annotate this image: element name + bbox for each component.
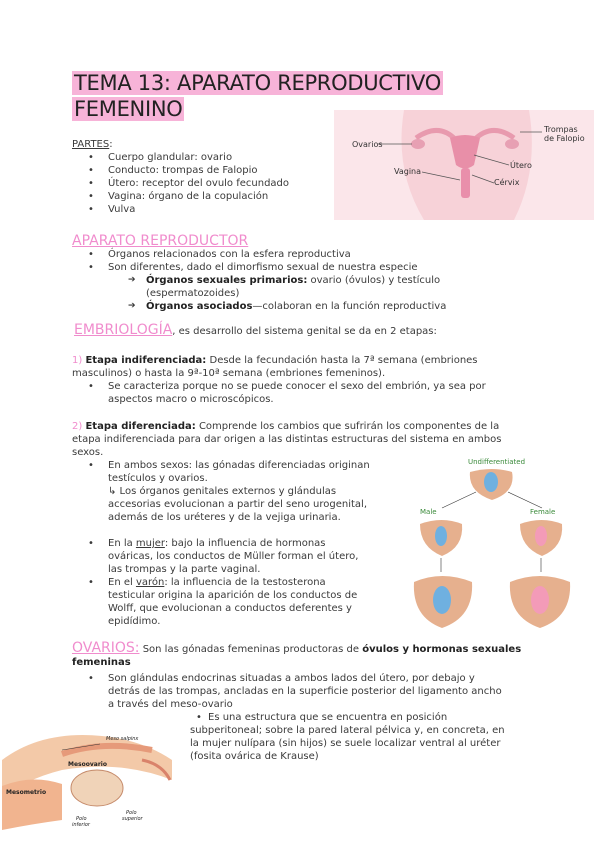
etapa-indiferenciada: 1) Etapa indiferenciada: Desde la fecundación hasta la 7ª semana (embriones masculinos) o hasta la 9ª-10ª semana (embriones femeninos). • Se caracteriza porque no se puede conocer el sexo del embrión, ya sea por aspectos macro o microscópicos.	[72, 354, 542, 406]
label-cervix: Cérvix	[494, 178, 520, 187]
label-utero: Útero	[510, 161, 532, 170]
embriologia-heading: EMBRIOLOGÍA, es desarrollo del sistema genital se da en 2 etapas:	[74, 322, 437, 338]
ovarios-item: • Son glándulas endocrinas situadas a ambos lados del útero, por debajo y detrás de las trompas, ancladas en la superficie posterior del ligamento ancho a través del meso-ovario	[86, 672, 536, 711]
etapa-diferenciada: 2) Etapa diferenciada: Comprende los cambios que sufrirán los componentes de la etapa indiferenciada para dar origen a las distintas estructuras del sistema en ambos sexos.	[72, 421, 502, 458]
title-line-2: FEMENINO	[74, 97, 183, 121]
ovarios-list	[86, 672, 536, 711]
ovary-illustration	[2, 720, 180, 844]
label-polo-superior-1: Polo	[126, 810, 137, 816]
partes-item: • Conducto: trompas de Falopio	[86, 164, 332, 177]
label-mesoovario: Mesoovario	[68, 761, 107, 768]
varon-item: • En el varón: la influencia de la testosterona testicular origina la aparición de los conductos de Wolff, que evolucionan a conductos deferentes y epidídimo.	[86, 576, 396, 628]
label-mesosal: Meso salpinx	[106, 736, 139, 742]
partes-heading: PARTES	[72, 139, 110, 150]
diferenciada-list	[86, 459, 396, 628]
partes-item: • Vulva	[86, 203, 332, 216]
label-polo-superior-2: superior	[122, 816, 143, 822]
ambos-sexos-item: • En ambos sexos: las gónadas diferenciadas originan testículos y ovarios. ↳ Los órganos genitales externos y glándulas accesorias evolucionan a partir del seno urogenital, además de los uréteres y de la vejiga urinaria.	[86, 459, 396, 524]
aparato-item: • Órganos relacionados con la esfera reproductiva	[86, 248, 526, 261]
title-line-1: TEMA 13: APARATO REPRODUCTIVO	[74, 71, 441, 95]
ovarios-subitem: • Es una estructura que se encuentra en posición subperitoneal; sobre la pared lateral pélvica y, en concreta, en la mujer nulípara (sin hijos) se suele localizar ventral al uréter (fosita ovárica de Krause)	[190, 712, 505, 762]
aparato-item: • Son diferentes, dado el dimorfismo sexual de nuestra especie	[86, 261, 526, 274]
label-mesometrio: Mesometrio	[6, 789, 47, 796]
label-female: Female	[530, 508, 556, 516]
label-polo-inferior-2: inferior	[72, 822, 90, 828]
diagram-title: Undifferentiated	[468, 458, 526, 466]
aparato-subitem: ➔ Órganos sexuales primarios: ovario (óvulos) y testículo (espermatozoides)	[128, 274, 526, 300]
uterus-illustration	[334, 110, 594, 220]
aparato-heading: APARATO REPRODUCTOR	[72, 233, 249, 249]
aparato-subitem: ➔ Órganos asociados—colaboran en la función reproductiva	[128, 300, 526, 313]
partes-item: • Vagina: órgano de la copulación	[86, 190, 332, 203]
partes-item: • Cuerpo glandular: ovario	[86, 151, 332, 164]
ovarios-heading: OVARIOS: Son las gónadas femeninas productoras de óvulos y hormonas sexuales femeninas	[72, 640, 522, 668]
partes-item: • Útero: receptor del ovulo fecundado	[86, 177, 332, 190]
label-trompas-2: de Falopio	[544, 134, 585, 143]
label-trompas-1: Trompas	[544, 125, 578, 134]
mujer-item: • En la mujer: bajo la influencia de hormonas ováricas, los conductos de Müller forman el útero, las trompas y la parte vaginal.	[86, 537, 396, 576]
aparato-list	[86, 248, 526, 313]
differentiation-diagram	[412, 452, 572, 632]
label-vagina: Vagina	[394, 167, 422, 176]
partes-section: PARTES: • Cuerpo glandular: ovario • Conducto: trompas de Falopio • Útero: receptor del ovulo fecundado • Vagina: órgano de la copulación • Vulva	[72, 138, 332, 216]
label-male: Male	[420, 508, 437, 516]
label-ovarios: Ovarios	[352, 140, 383, 149]
uterus-diagram	[334, 110, 594, 220]
label-polo-inferior-1: Polo	[76, 816, 87, 822]
